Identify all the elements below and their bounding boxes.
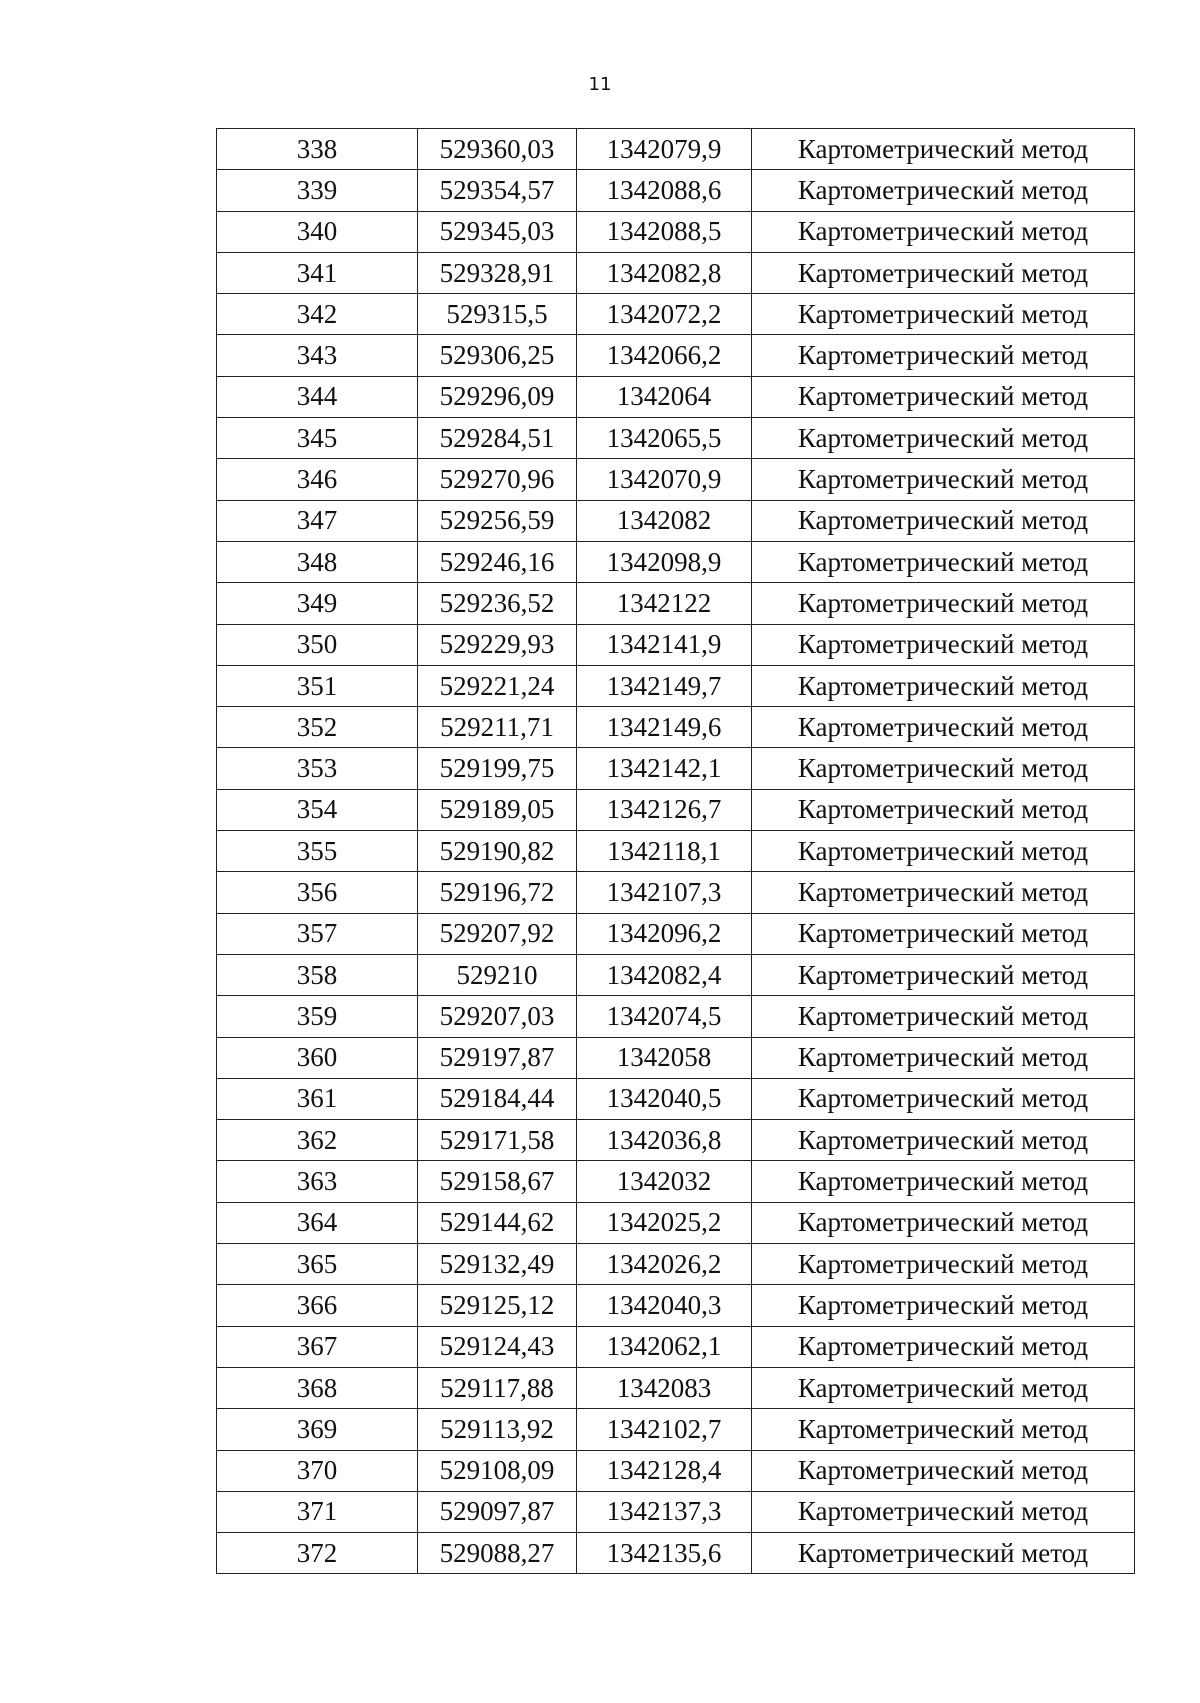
table-row bbox=[217, 500, 1135, 541]
table-row bbox=[217, 913, 1135, 954]
method-cell: Картометрический метод bbox=[752, 1244, 1135, 1285]
y-coordinate-cell: 1342142,1 bbox=[577, 748, 752, 789]
method-cell: Картометрический метод bbox=[752, 1037, 1135, 1078]
y-coordinate-cell: 1342058 bbox=[577, 1037, 752, 1078]
point-number-cell: 361 bbox=[217, 1078, 418, 1119]
method-cell: Картометрический метод bbox=[752, 418, 1135, 459]
x-coordinate-cell: 529113,92 bbox=[418, 1409, 577, 1450]
method-cell: Картометрический метод bbox=[752, 1491, 1135, 1532]
y-coordinate-cell: 1342128,4 bbox=[577, 1450, 752, 1491]
y-coordinate-cell: 1342040,5 bbox=[577, 1078, 752, 1119]
method-cell: Картометрический метод bbox=[752, 1326, 1135, 1367]
x-coordinate-cell: 529184,44 bbox=[418, 1078, 577, 1119]
table-row bbox=[217, 1285, 1135, 1326]
method-cell: Картометрический метод bbox=[752, 1450, 1135, 1491]
point-number-cell: 352 bbox=[217, 707, 418, 748]
x-coordinate-cell: 529221,24 bbox=[418, 665, 577, 706]
method-cell: Картометрический метод bbox=[752, 1078, 1135, 1119]
table-row bbox=[217, 1533, 1135, 1574]
method-cell: Картометрический метод bbox=[752, 954, 1135, 995]
point-number-cell: 340 bbox=[217, 211, 418, 252]
point-number-cell: 370 bbox=[217, 1450, 418, 1491]
point-number-cell: 350 bbox=[217, 624, 418, 665]
x-coordinate-cell: 529199,75 bbox=[418, 748, 577, 789]
method-cell: Картометрический метод bbox=[752, 913, 1135, 954]
table-row bbox=[217, 1161, 1135, 1202]
method-cell: Картометрический метод bbox=[752, 748, 1135, 789]
x-coordinate-cell: 529144,62 bbox=[418, 1202, 577, 1243]
x-coordinate-cell: 529354,57 bbox=[418, 170, 577, 211]
point-number-cell: 345 bbox=[217, 418, 418, 459]
table-row bbox=[217, 996, 1135, 1037]
point-number-cell: 367 bbox=[217, 1326, 418, 1367]
point-number-cell: 349 bbox=[217, 583, 418, 624]
table-row bbox=[217, 872, 1135, 913]
table-row bbox=[217, 1367, 1135, 1408]
y-coordinate-cell: 1342149,7 bbox=[577, 665, 752, 706]
point-number-cell: 355 bbox=[217, 831, 418, 872]
y-coordinate-cell: 1342074,5 bbox=[577, 996, 752, 1037]
y-coordinate-cell: 1342102,7 bbox=[577, 1409, 752, 1450]
x-coordinate-cell: 529306,25 bbox=[418, 335, 577, 376]
table-row bbox=[217, 170, 1135, 211]
x-coordinate-cell: 529246,16 bbox=[418, 541, 577, 582]
point-number-cell: 372 bbox=[217, 1533, 418, 1574]
point-number-cell: 357 bbox=[217, 913, 418, 954]
table-row bbox=[217, 1326, 1135, 1367]
method-cell: Картометрический метод bbox=[752, 872, 1135, 913]
y-coordinate-cell: 1342149,6 bbox=[577, 707, 752, 748]
x-coordinate-cell: 529345,03 bbox=[418, 211, 577, 252]
table-row bbox=[217, 459, 1135, 500]
x-coordinate-cell: 529124,43 bbox=[418, 1326, 577, 1367]
y-coordinate-cell: 1342098,9 bbox=[577, 541, 752, 582]
point-number-cell: 353 bbox=[217, 748, 418, 789]
method-cell: Картометрический метод bbox=[752, 294, 1135, 335]
table-row bbox=[217, 748, 1135, 789]
method-cell: Картометрический метод bbox=[752, 707, 1135, 748]
table-row bbox=[217, 624, 1135, 665]
x-coordinate-cell: 529207,92 bbox=[418, 913, 577, 954]
method-cell: Картометрический метод bbox=[752, 1161, 1135, 1202]
method-cell: Картометрический метод bbox=[752, 170, 1135, 211]
table-row bbox=[217, 789, 1135, 830]
table-row bbox=[217, 954, 1135, 995]
point-number-cell: 371 bbox=[217, 1491, 418, 1532]
x-coordinate-cell: 529197,87 bbox=[418, 1037, 577, 1078]
method-cell: Картометрический метод bbox=[752, 252, 1135, 293]
page-number: 11 bbox=[588, 74, 612, 95]
x-coordinate-cell: 529256,59 bbox=[418, 500, 577, 541]
table-row bbox=[217, 665, 1135, 706]
y-coordinate-cell: 1342026,2 bbox=[577, 1244, 752, 1285]
y-coordinate-cell: 1342107,3 bbox=[577, 872, 752, 913]
y-coordinate-cell: 1342062,1 bbox=[577, 1326, 752, 1367]
table-row bbox=[217, 1491, 1135, 1532]
point-number-cell: 338 bbox=[217, 129, 418, 170]
x-coordinate-cell: 529190,82 bbox=[418, 831, 577, 872]
y-coordinate-cell: 1342070,9 bbox=[577, 459, 752, 500]
x-coordinate-cell: 529284,51 bbox=[418, 418, 577, 459]
point-number-cell: 351 bbox=[217, 665, 418, 706]
point-number-cell: 360 bbox=[217, 1037, 418, 1078]
x-coordinate-cell: 529196,72 bbox=[418, 872, 577, 913]
x-coordinate-cell: 529117,88 bbox=[418, 1367, 577, 1408]
method-cell: Картометрический метод bbox=[752, 624, 1135, 665]
table-row bbox=[217, 1244, 1135, 1285]
y-coordinate-cell: 1342083 bbox=[577, 1367, 752, 1408]
point-number-cell: 369 bbox=[217, 1409, 418, 1450]
y-coordinate-cell: 1342025,2 bbox=[577, 1202, 752, 1243]
table-row bbox=[217, 418, 1135, 459]
x-coordinate-cell: 529171,58 bbox=[418, 1120, 577, 1161]
y-coordinate-cell: 1342079,9 bbox=[577, 129, 752, 170]
x-coordinate-cell: 529229,93 bbox=[418, 624, 577, 665]
x-coordinate-cell: 529328,91 bbox=[418, 252, 577, 293]
point-number-cell: 342 bbox=[217, 294, 418, 335]
point-number-cell: 341 bbox=[217, 252, 418, 293]
y-coordinate-cell: 1342064 bbox=[577, 376, 752, 417]
point-number-cell: 347 bbox=[217, 500, 418, 541]
method-cell: Картометрический метод bbox=[752, 1202, 1135, 1243]
table-row bbox=[217, 1078, 1135, 1119]
method-cell: Картометрический метод bbox=[752, 996, 1135, 1037]
y-coordinate-cell: 1342137,3 bbox=[577, 1491, 752, 1532]
x-coordinate-cell: 529158,67 bbox=[418, 1161, 577, 1202]
point-number-cell: 365 bbox=[217, 1244, 418, 1285]
y-coordinate-cell: 1342122 bbox=[577, 583, 752, 624]
table-row bbox=[217, 541, 1135, 582]
y-coordinate-cell: 1342096,2 bbox=[577, 913, 752, 954]
table-row bbox=[217, 1409, 1135, 1450]
x-coordinate-cell: 529132,49 bbox=[418, 1244, 577, 1285]
point-number-cell: 368 bbox=[217, 1367, 418, 1408]
method-cell: Картометрический метод bbox=[752, 1409, 1135, 1450]
point-number-cell: 343 bbox=[217, 335, 418, 376]
y-coordinate-cell: 1342036,8 bbox=[577, 1120, 752, 1161]
method-cell: Картометрический метод bbox=[752, 541, 1135, 582]
method-cell: Картометрический метод bbox=[752, 459, 1135, 500]
coordinates-table-body bbox=[217, 129, 1135, 1574]
point-number-cell: 344 bbox=[217, 376, 418, 417]
point-number-cell: 356 bbox=[217, 872, 418, 913]
method-cell: Картометрический метод bbox=[752, 665, 1135, 706]
point-number-cell: 363 bbox=[217, 1161, 418, 1202]
method-cell: Картометрический метод bbox=[752, 1120, 1135, 1161]
method-cell: Картометрический метод bbox=[752, 831, 1135, 872]
x-coordinate-cell: 529211,71 bbox=[418, 707, 577, 748]
x-coordinate-cell: 529270,96 bbox=[418, 459, 577, 500]
y-coordinate-cell: 1342135,6 bbox=[577, 1533, 752, 1574]
y-coordinate-cell: 1342066,2 bbox=[577, 335, 752, 376]
method-cell: Картометрический метод bbox=[752, 129, 1135, 170]
x-coordinate-cell: 529108,09 bbox=[418, 1450, 577, 1491]
point-number-cell: 364 bbox=[217, 1202, 418, 1243]
method-cell: Картометрический метод bbox=[752, 1533, 1135, 1574]
y-coordinate-cell: 1342088,5 bbox=[577, 211, 752, 252]
y-coordinate-cell: 1342141,9 bbox=[577, 624, 752, 665]
table-row bbox=[217, 707, 1135, 748]
table-row bbox=[217, 1120, 1135, 1161]
method-cell: Картометрический метод bbox=[752, 1367, 1135, 1408]
x-coordinate-cell: 529296,09 bbox=[418, 376, 577, 417]
x-coordinate-cell: 529189,05 bbox=[418, 789, 577, 830]
method-cell: Картометрический метод bbox=[752, 789, 1135, 830]
method-cell: Картометрический метод bbox=[752, 376, 1135, 417]
method-cell: Картометрический метод bbox=[752, 335, 1135, 376]
y-coordinate-cell: 1342032 bbox=[577, 1161, 752, 1202]
y-coordinate-cell: 1342118,1 bbox=[577, 831, 752, 872]
table-row bbox=[217, 376, 1135, 417]
point-number-cell: 366 bbox=[217, 1285, 418, 1326]
table-row bbox=[217, 1450, 1135, 1491]
x-coordinate-cell: 529236,52 bbox=[418, 583, 577, 624]
method-cell: Картометрический метод bbox=[752, 500, 1135, 541]
x-coordinate-cell: 529207,03 bbox=[418, 996, 577, 1037]
point-number-cell: 339 bbox=[217, 170, 418, 211]
point-number-cell: 359 bbox=[217, 996, 418, 1037]
x-coordinate-cell: 529315,5 bbox=[418, 294, 577, 335]
coordinates-table bbox=[216, 128, 1135, 1574]
y-coordinate-cell: 1342065,5 bbox=[577, 418, 752, 459]
point-number-cell: 346 bbox=[217, 459, 418, 500]
table-row bbox=[217, 583, 1135, 624]
table-row bbox=[217, 252, 1135, 293]
y-coordinate-cell: 1342082 bbox=[577, 500, 752, 541]
table-row bbox=[217, 211, 1135, 252]
point-number-cell: 362 bbox=[217, 1120, 418, 1161]
method-cell: Картометрический метод bbox=[752, 583, 1135, 624]
x-coordinate-cell: 529210 bbox=[418, 954, 577, 995]
table-row bbox=[217, 335, 1135, 376]
method-cell: Картометрический метод bbox=[752, 211, 1135, 252]
table-row bbox=[217, 294, 1135, 335]
y-coordinate-cell: 1342088,6 bbox=[577, 170, 752, 211]
table-row bbox=[217, 129, 1135, 170]
table-row bbox=[217, 831, 1135, 872]
y-coordinate-cell: 1342082,8 bbox=[577, 252, 752, 293]
y-coordinate-cell: 1342072,2 bbox=[577, 294, 752, 335]
x-coordinate-cell: 529088,27 bbox=[418, 1533, 577, 1574]
x-coordinate-cell: 529125,12 bbox=[418, 1285, 577, 1326]
y-coordinate-cell: 1342082,4 bbox=[577, 954, 752, 995]
y-coordinate-cell: 1342126,7 bbox=[577, 789, 752, 830]
x-coordinate-cell: 529097,87 bbox=[418, 1491, 577, 1532]
table-row bbox=[217, 1202, 1135, 1243]
point-number-cell: 358 bbox=[217, 954, 418, 995]
point-number-cell: 354 bbox=[217, 789, 418, 830]
table-row bbox=[217, 1037, 1135, 1078]
y-coordinate-cell: 1342040,3 bbox=[577, 1285, 752, 1326]
point-number-cell: 348 bbox=[217, 541, 418, 582]
x-coordinate-cell: 529360,03 bbox=[418, 129, 577, 170]
method-cell: Картометрический метод bbox=[752, 1285, 1135, 1326]
